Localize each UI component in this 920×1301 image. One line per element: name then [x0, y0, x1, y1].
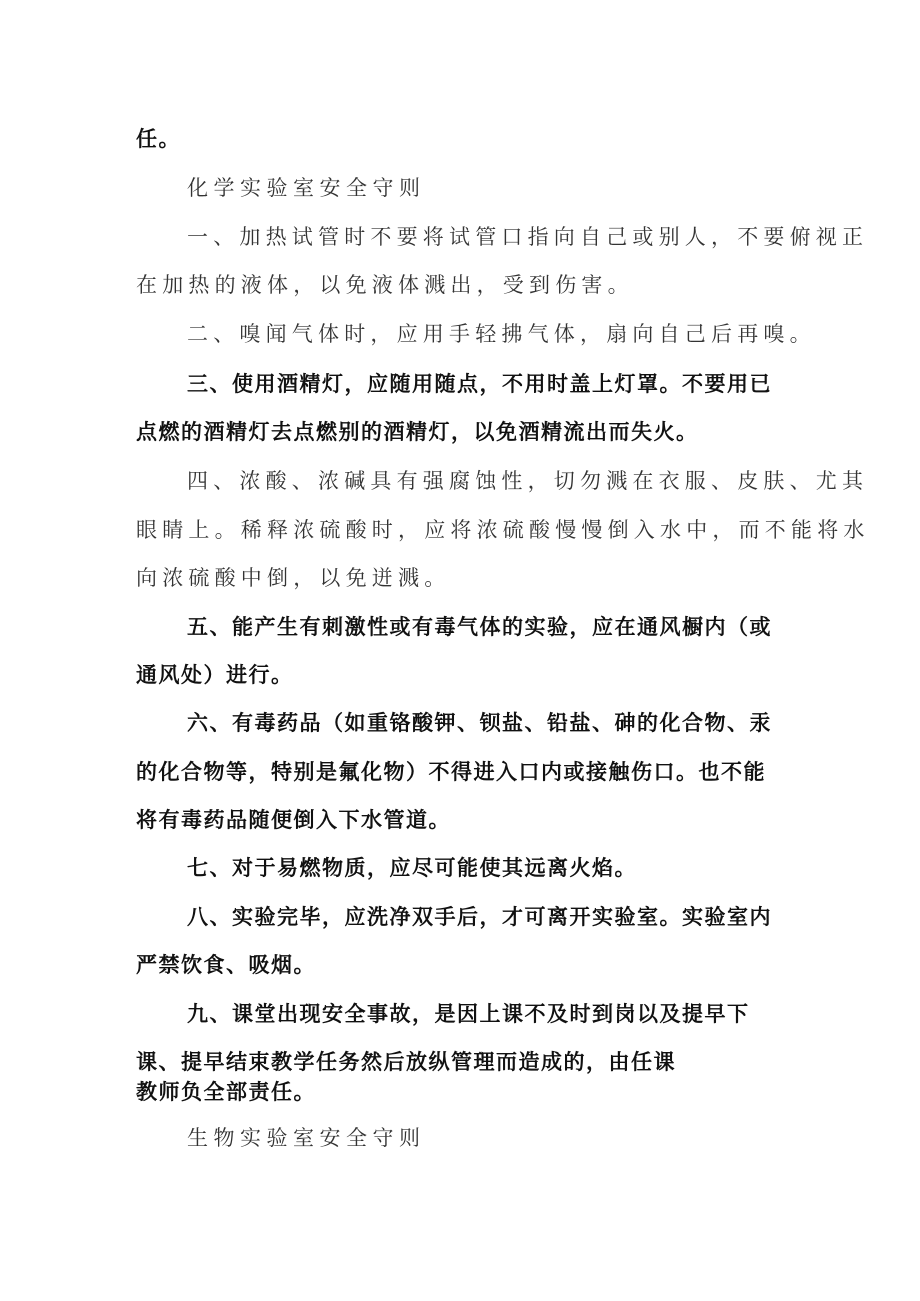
- rule-9-line-1: 九、课堂出现安全事故，是因上课不及时到岗以及提早下: [187, 1002, 750, 1026]
- rule-5-line-2: 通风处）进行。: [136, 663, 294, 687]
- section-title-chemistry: 化学实验室安全守则: [187, 176, 426, 200]
- rule-4-line-1: 四、浓酸、浓碱具有强腐蚀性，切勿溅在衣服、皮肤、尤其: [187, 469, 869, 493]
- rule-1-line-2: 在加热的液体，以免液体溅出，受到伤害。: [136, 273, 634, 297]
- section-title-biology: 生物实验室安全守则: [187, 1126, 426, 1150]
- rule-4-line-3: 向浓硫酸中倒，以免迸溅。: [136, 566, 451, 590]
- rule-2-line-1: 二、嗅闻气体时，应用手轻拂气体，扇向自己后再嗅。: [187, 322, 816, 346]
- rule-7-line-1: 七、对于易燃物质，应尽可能使其远离火焰。: [187, 856, 637, 880]
- rule-6-line-2: 的化合物等，特别是氟化物）不得进入口内或接触伤口。也不能: [136, 760, 766, 784]
- text-line-fragment: 任。: [136, 127, 181, 151]
- rule-5-line-1: 五、能产生有刺激性或有毒气体的实验，应在通风橱内（或: [187, 615, 772, 639]
- rule-3-line-2: 点燃的酒精灯去点燃别的酒精灯，以免酒精流出而失火。: [136, 420, 699, 444]
- rule-9-line-2: 课、提早结束教学任务然后放纵管理而造成的，由任课: [136, 1050, 676, 1074]
- rule-4-line-2: 眼睛上。稀释浓硫酸时，应将浓硫酸慢慢倒入水中，而不能将水: [136, 518, 870, 542]
- rule-1-line-1: 一、加热试管时不要将试管口指向自己或别人，不要俯视正: [187, 225, 869, 249]
- rule-8-line-2: 严禁饮食、吸烟。: [136, 953, 316, 977]
- rule-3-line-1: 三、使用酒精灯，应随用随点，不用时盖上灯罩。不要用已: [187, 372, 772, 396]
- rule-6-line-3: 将有毒药品随便倒入下水管道。: [136, 808, 451, 832]
- rule-8-line-1: 八、实验完毕，应洗净双手后，才可离开实验室。实验室内: [187, 905, 772, 929]
- rule-6-line-1: 六、有毒药品（如重铬酸钾、钡盐、铅盐、砷的化合物、汞: [187, 711, 772, 735]
- rule-9-line-3: 教师负全部责任。: [136, 1080, 316, 1104]
